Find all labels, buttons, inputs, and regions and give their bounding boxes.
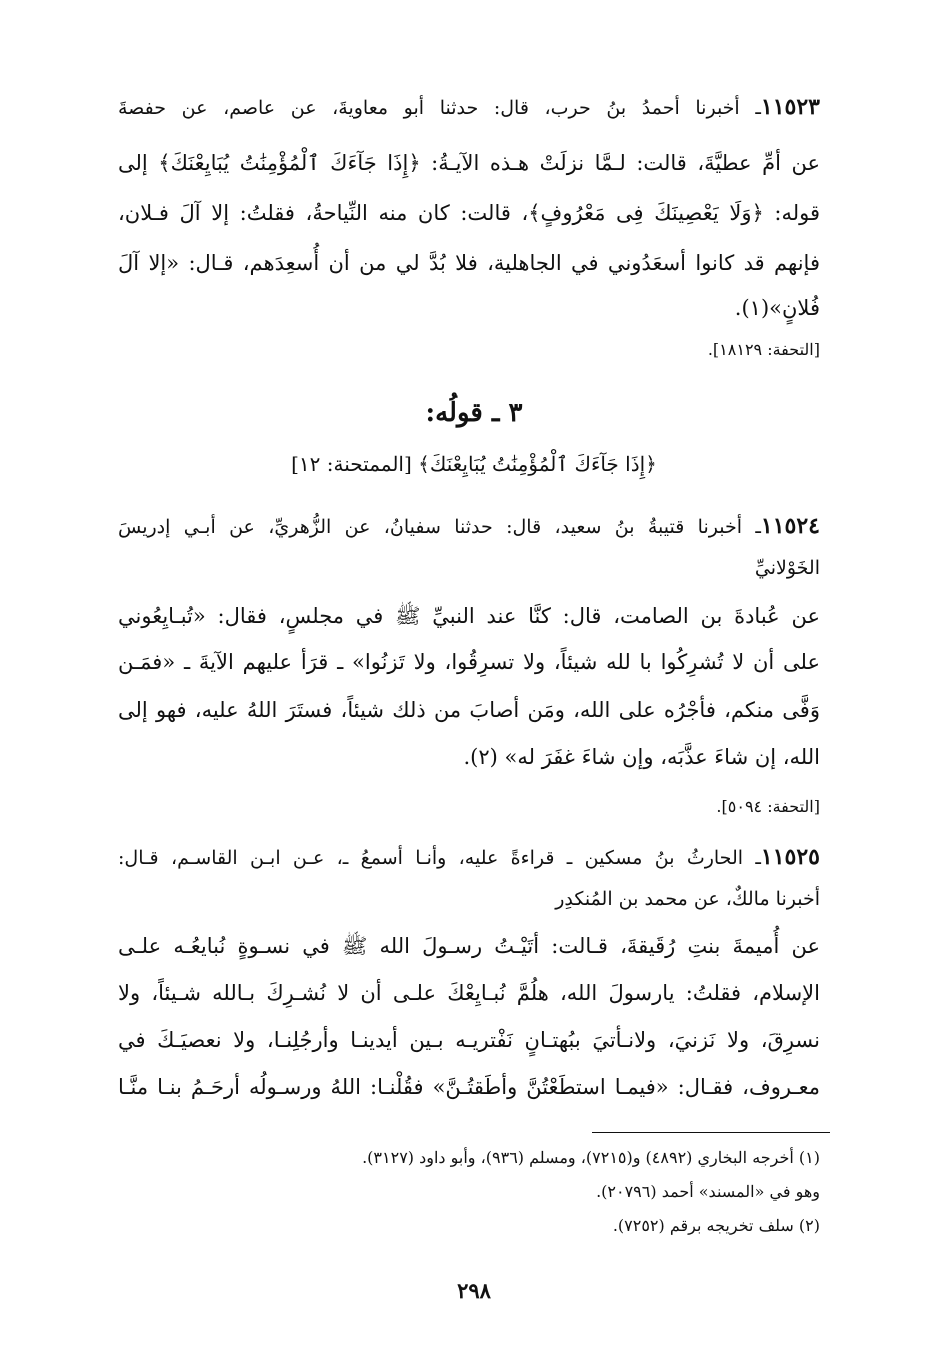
hadith-line: على أن لا تُشرِكُوا با لله شيئاً، ولا تسرِقُوا، ولا تَزنُوا» ـ قرَأ عليهم الآيةَ ـ «فمَـن bbox=[118, 650, 820, 674]
hadith-line: عن أُميمةَ بنتِ رُقَيقةَ، قـالت: أتَيْـتُ رسـولَ الله ﷺ في نسـوةٍ نُبايعُـه علـى bbox=[118, 934, 820, 958]
hadith-line: الله، إن شاءَ عذَّبَه، وإن شاءَ غفَرَ له» (٢). bbox=[463, 745, 820, 769]
hadith-line: أخبرنا مالكٌ، عن محمد بن المُنكدِر bbox=[555, 888, 820, 910]
hadith-line: ١١٥٢٥ـ الحارثُ بنُ مسكين ـ قراءةً عليه، وأنـا أسمعُ ـ، عـن ابـن القاسـم، قـال: bbox=[118, 844, 820, 870]
footnote-1: (١) أخرجه البخاري (٤٨٩٢) و(٧٢١٥)، ومسلم (٩٣٦)، وأبو داود (٣١٢٧). bbox=[362, 1148, 820, 1167]
hadith-line: نسرِقَ، ولا نَزنيَ، ولانـأتيَ ببُهتـانٍ نَفْتريـه بـين أيدينـا وأرجُلِنـا، ولا نعصيَـكَ في bbox=[118, 1028, 820, 1052]
section-heading: ٣ ـ قولُه: bbox=[425, 398, 523, 428]
section-subheading: ﴿إِذَا جَآءَكَ ٱلْمُؤْمِنَٰتُ يُبَايِعْنَكَ﴾ [الممتحنة: ١٢] bbox=[291, 452, 657, 476]
hadith-number: ١١٥٢٣ bbox=[760, 94, 820, 120]
tuhfa-reference: [التحفة: ١٨١٢٩]. bbox=[707, 340, 820, 359]
page-number: ٢٩٨ bbox=[457, 1278, 491, 1303]
hadith-line: عن عُبادةَ بن الصامت، قال: كنَّا عند النبيِّ ﷺ في مجلسٍ، فقال: «تُبـايِعُوني bbox=[118, 604, 820, 628]
hadith-line: الإسلام، فقلتُ: يارسولَ الله، هلُمَّ نُبـايِعْكَ علـى أن لا نُشـرِكَ بـالله شـيئاً، ولا bbox=[118, 981, 820, 1005]
footnote-divider bbox=[592, 1132, 830, 1133]
footnote-2: (٢) سلف تخريجه برقم (٧٢٥٢). bbox=[612, 1216, 820, 1235]
hadith-line: قوله: ﴿وَلَا يَعْصِينَكَ فِى مَعْرُوفٍ﴾، قالت: كان منه النِّياحةُ، فقلتُ: إلا آلَ فـلان، bbox=[118, 201, 820, 225]
hadith-line: فُلانٍ»(١). bbox=[734, 296, 820, 320]
hadith-11525 bbox=[118, 838, 820, 1118]
hadith-line: عن أمِّ عطيَّةَ، قالت: لـمَّا نزلَتْ هـذه الآيـةُ: ﴿إِذَا جَآءَكَ ٱلْمُؤْمِنَٰتُ يُبَايِعْنَكَ﴾ إلى bbox=[118, 151, 820, 175]
footnote-1-continued: وهو في «المسند» أحمد (٢٠٧٩٦). bbox=[596, 1182, 820, 1201]
hadith-line: ١١٥٢٣ـ أخبرنا أحمدُ بنُ حرب، قال: حدثنا أبو معاويةَ، عن عاصم، عن حفصةَ bbox=[118, 94, 820, 120]
hadith-line: وَفَّى منكم، فأجْرُه على الله، ومَن أصابَ من ذلك شيئاً، فستَرَ اللهُ عليه، فهو إلى bbox=[118, 698, 820, 722]
hadith-11523 bbox=[118, 86, 820, 386]
hadith-11524 bbox=[118, 505, 820, 825]
footnotes bbox=[118, 1148, 820, 1248]
hadith-number: ١١٥٢٤ bbox=[760, 513, 820, 539]
hadith-line: الخَوْلانيِّ bbox=[754, 557, 820, 579]
hadith-line: ١١٥٢٤ـ أخبرنا قتيبةُ بنُ سعيد، قال: حدثنا سفيانُ، عن الزُّهريِّ، عن أبـي إدريسَ bbox=[118, 513, 820, 539]
hadith-line: فإنهم قد كانوا أسعَدُوني في الجاهلية، فلا بُدَّ لي من أن أُسعِدَهم، قـال: «إلا آلَ bbox=[118, 251, 820, 275]
hadith-number: ١١٥٢٥ bbox=[760, 844, 820, 870]
hadith-line: معـروف، فقـال: «فيمـا استطَعْتُنَّ وأطَقتُـنَّ» فقُلْنـا: اللهُ ورسـولُه أرحَـمُ بنـا منَّـا bbox=[118, 1075, 820, 1099]
tuhfa-reference: [التحفة: ٥٠٩٤]. bbox=[716, 797, 820, 816]
